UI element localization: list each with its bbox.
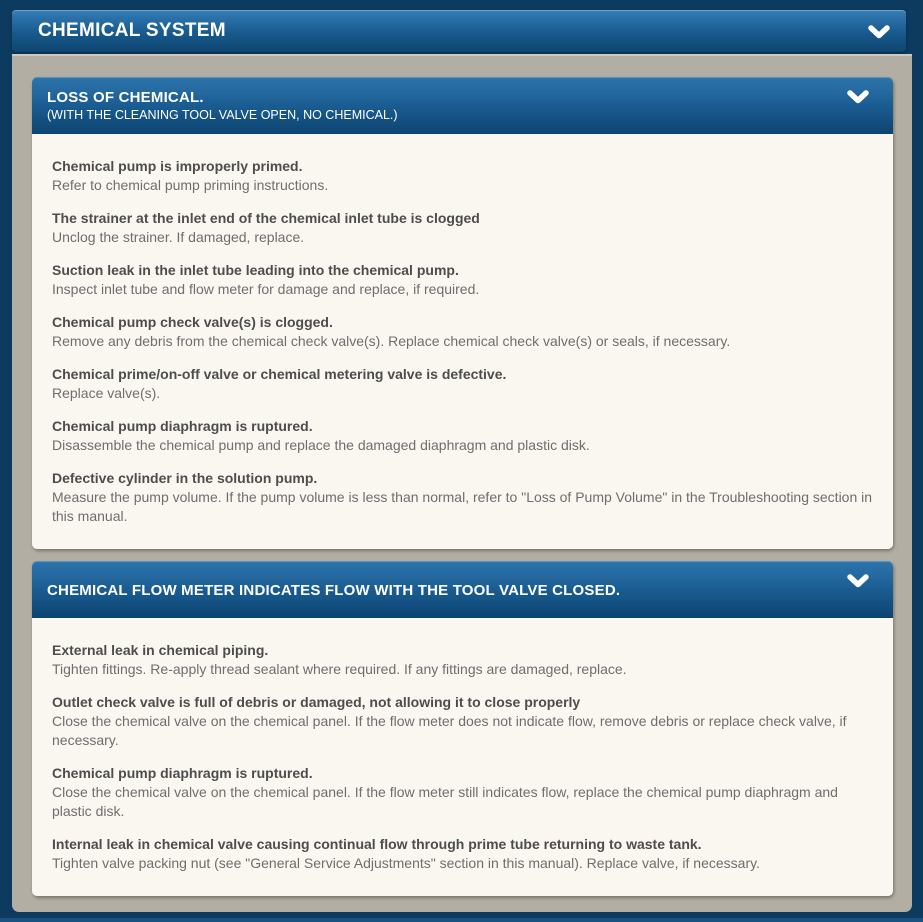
troubleshooting-item <box>52 157 873 195</box>
problem-text: Chemical prime/on-off valve or chemical metering valve is defective. <box>52 366 507 382</box>
troubleshooting-item <box>52 835 873 873</box>
solution-text: Inspect inlet tube and flow meter for damage and replace, if required. <box>52 281 480 297</box>
problem-text: Outlet check valve is full of debris or damaged, not allowing it to close properly <box>52 694 581 710</box>
section-title: LOSS OF CHEMICAL. <box>47 89 204 106</box>
solution-text: Tighten fittings. Re-apply thread sealant where required. If any fittings are damaged, replace. <box>52 661 627 677</box>
troubleshooting-item <box>52 641 873 679</box>
chevron-down-icon[interactable] <box>847 90 869 105</box>
problem-text: Suction leak in the inlet tube leading into the chemical pump. <box>52 262 459 278</box>
problem-text: Chemical pump diaphragm is ruptured. <box>52 765 313 781</box>
accordion-section-loss-of-chemical <box>32 77 893 549</box>
section-title: CHEMICAL FLOW METER INDICATES FLOW WITH THE TOOL VALVE CLOSED. <box>47 581 621 599</box>
solution-text: Measure the pump volume. If the pump volume is less than normal, refer to "Loss of Pump Volume" in the Troubleshooting section in this manual. <box>52 489 873 524</box>
page-title: CHEMICAL SYSTEM <box>38 20 226 41</box>
solution-text: Unclog the strainer. If damaged, replace. <box>52 229 305 245</box>
accordion-section-flow-meter <box>32 561 893 896</box>
section-subtitle: (WITH THE CLEANING TOOL VALVE OPEN, NO CHEMICAL.) <box>47 108 398 122</box>
troubleshooting-item <box>52 469 873 526</box>
troubleshooting-item <box>52 313 873 351</box>
problem-text: Internal leak in chemical valve causing continual flow through prime tube returning to waste tank. <box>52 836 702 852</box>
solution-text: Disassemble the chemical pump and replace the damaged diaphragm and plastic disk. <box>52 437 590 453</box>
chevron-down-icon[interactable] <box>847 574 869 589</box>
solution-text: Close the chemical valve on the chemical panel. If the flow meter still indicates flow, replace the chemical pump diaphragm and plastic disk. <box>52 784 838 819</box>
problem-text: Chemical pump is improperly primed. <box>52 158 303 174</box>
problem-text: Chemical pump check valve(s) is clogged. <box>52 314 333 330</box>
problem-text: Chemical pump diaphragm is ruptured. <box>52 418 313 434</box>
problem-text: External leak in chemical piping. <box>52 642 269 658</box>
chevron-down-icon[interactable] <box>868 25 890 40</box>
solution-text: Refer to chemical pump priming instructions. <box>52 177 329 193</box>
solution-text: Close the chemical valve on the chemical panel. If the flow meter does not indicate flow, remove debris or replace check valve, if necessary. <box>52 713 847 748</box>
section-header-flow-meter[interactable] <box>32 561 893 618</box>
solution-text: Remove any debris from the chemical check valve(s). Replace chemical check valve(s) or seals, if necessary. <box>52 333 731 349</box>
problem-text: Defective cylinder in the solution pump. <box>52 470 318 486</box>
troubleshooting-item <box>52 417 873 455</box>
section-header-loss-of-chemical[interactable] <box>32 77 893 134</box>
section-body <box>32 618 893 896</box>
problem-text: The strainer at the inlet end of the chemical inlet tube is clogged <box>52 210 480 226</box>
content-area <box>12 54 912 912</box>
section-body <box>32 134 893 549</box>
solution-text: Replace valve(s). <box>52 385 161 401</box>
troubleshooting-item <box>52 365 873 403</box>
troubleshooting-item <box>52 209 873 247</box>
troubleshooting-item <box>52 764 873 821</box>
chemical-system-header[interactable] <box>12 10 906 52</box>
troubleshooting-item <box>52 693 873 750</box>
solution-text: Tighten valve packing nut (see "General Service Adjustments" section in this manual). Replace valve, if necessary. <box>52 855 760 871</box>
troubleshooting-item <box>52 261 873 299</box>
